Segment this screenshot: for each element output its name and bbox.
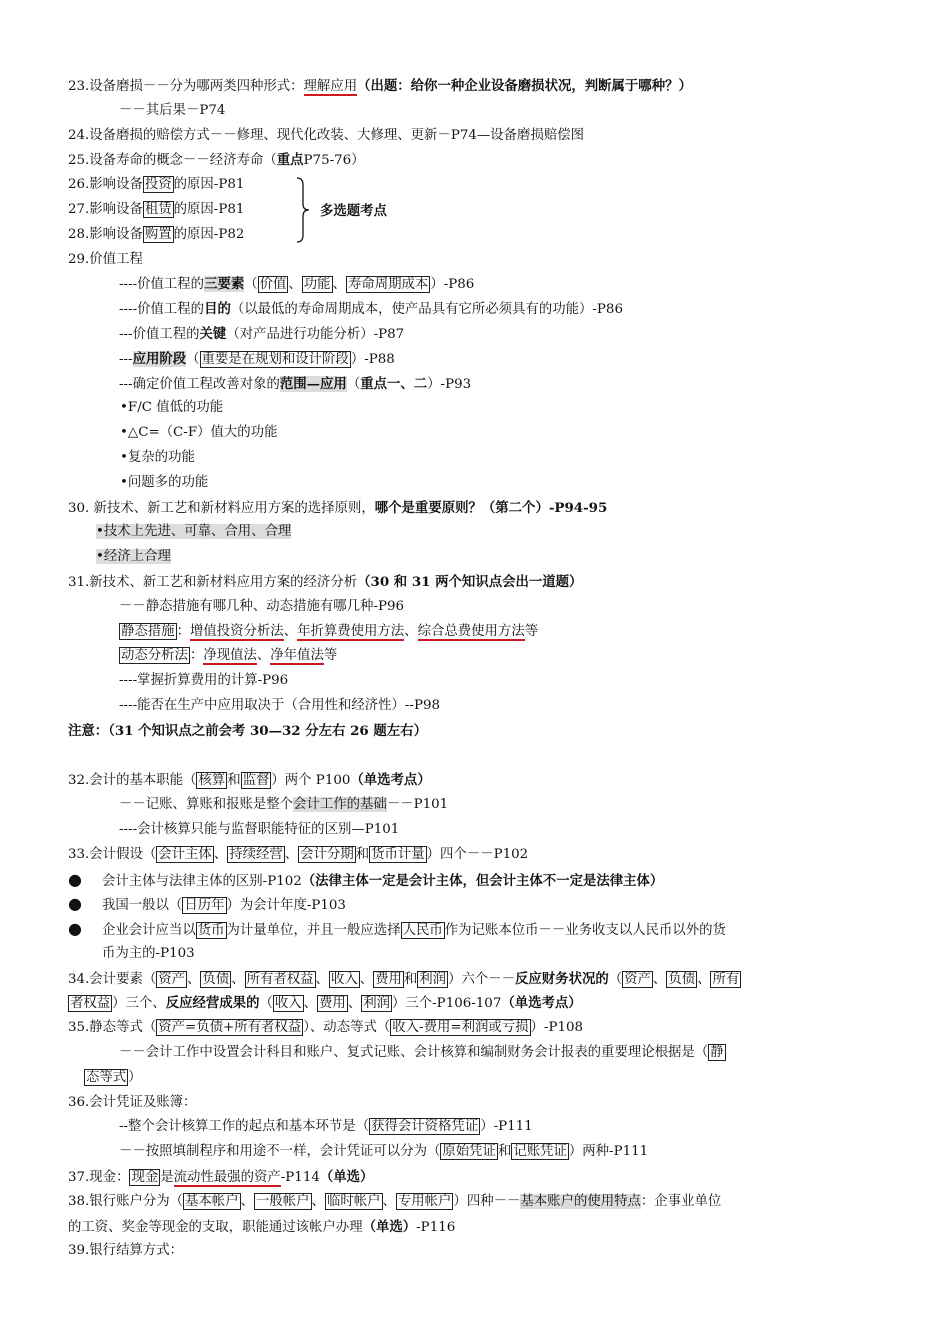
- brace-note: 多选题考点: [320, 203, 387, 219]
- item-36: 36.会计凭证及账簿：: [68, 1094, 197, 1110]
- item-28: 28.影响设备 购置 的原因-P82: [68, 226, 245, 242]
- item-35-b: 态等式 ）: [86, 1069, 142, 1085]
- item-31-c: 动态分析法 ：净现值法、净年值法等: [121, 648, 338, 664]
- item-29-g: •△C=（C-F）值大的功能: [120, 425, 278, 441]
- item-38: 38.银行账户分为（ 基本帐户 、 一般帐户 、 临时帐户 、 专用帐户 ）四种－－基本账户的使用特点：企事业单位: [68, 1193, 722, 1209]
- item-29-c: ---价值工程的关键（对产品进行功能分析）-P87: [119, 325, 405, 342]
- item-31-b: 静态措施 ：增值投资分析法、年折算费使用方法、综合总费使用方法等: [121, 623, 539, 639]
- bullet-icon: ●: [68, 869, 82, 889]
- item-29-e: ---确定价值工程改善对象的范围—应用（重点一、二）-P93: [119, 375, 472, 392]
- item-37: 37.现金： 现金 是流动性最强的资产-P114（单选）: [68, 1169, 374, 1186]
- item-32-b: ----会计核算只能与监督职能特征的区别—P101: [119, 821, 400, 837]
- item-31-e: ----能否在生产中应用取决于（合用性和经济性）--P98: [119, 697, 441, 713]
- curly-brace-icon: [296, 177, 310, 243]
- document-page: [68, 74, 898, 1264]
- item-33-c: ● 企业会计应当以 货币 为计量单位，并且一般应选择 人民币 作为记账本位币－－业务收支以人民币以外的货: [68, 917, 898, 942]
- item-33-a: ● 会计主体与法律主体的区别-P102（法律主体一定是会计主体，但会计主体不一定是法律主体）: [68, 868, 898, 893]
- bullet-icon: ●: [68, 919, 82, 939]
- item-36-b: －－按照填制程序和用途不一样，会计凭证可以分为（ 原始凭证 和 记账凭证 ）两种-P111: [119, 1144, 649, 1160]
- item-30-b: •经济上合理: [96, 549, 171, 565]
- item-33-d: 币为主的-P103: [102, 945, 195, 961]
- item-35-a: －－会计工作中设置会计科目和账户、复式记账、会计核算和编制财务会计报表的重要理论根据是（ 静: [119, 1045, 724, 1061]
- item-26: 26.影响设备 投资 的原因-P81: [68, 177, 245, 193]
- item-31-a: －－静态措施有哪几种、动态措施有哪几种-P96: [119, 598, 404, 614]
- item-34-b: 者权益 ）三个、反应经营成果的（ 收入 、 费用 、 利润 ）三个-P106-107（单选考点）: [70, 995, 582, 1012]
- item-29: 29.价值工程: [68, 251, 143, 267]
- item-31-d: ----掌握折算费用的计算-P96: [119, 673, 289, 689]
- item-32: 32.会计的基本职能（ 核算 和 监督 ）两个 P100（单选考点）: [68, 772, 431, 789]
- note-line: 注意：（31 个知识点之前会考 30—32 分左右 26 题左右）: [68, 722, 427, 739]
- item-29-h: •复杂的功能: [120, 449, 195, 465]
- item-30: 30. 新技术、新工艺和新材料应用方案的选择原则，哪个是重要原则？（第二个）-P94-95: [68, 499, 608, 516]
- item-23: 23.设备磨损－－分为哪两类四种形式：理解应用（出题：给你一种企业设备磨损状况，判断属于哪种？）: [68, 78, 692, 94]
- item-31: 31.新技术、新工艺和新材料应用方案的经济分析（30 和 31 两个知识点会出一道题）: [68, 573, 583, 590]
- item-30-a: •技术上先进、可靠、合用、合理: [96, 524, 292, 540]
- item-33-b: ● 我国一般以（ 日历年 ）为会计年度-P103: [68, 892, 898, 917]
- item-34: 34.会计要素（ 资产 、 负债 、 所有者权益 、 收入 、 费用 和 利润 ）六个－－反应财务状况的（ 资产 、 负债 、 所有: [68, 970, 740, 987]
- item-38-b: 的工资、奖金等现金的支取，职能通过该帐户办理（单选）-P116: [68, 1218, 456, 1235]
- item-23-sub: －－其后果－P74: [119, 102, 226, 118]
- item-36-a: --整个会计核算工作的起点和基本环节是（ 获得会计资格凭证 ）-P111: [119, 1119, 533, 1135]
- item-32-a: －－记账、算账和报账是整个会计工作的基础－－P101: [119, 797, 449, 813]
- item-29-i: •问题多的功能: [120, 474, 209, 490]
- item-29-a: ----价值工程的三要素（ 价值 、 功能 、 寿命周期成本 ）-P86: [119, 276, 475, 293]
- item-24: 24.设备磨损的赔偿方式－－修理、现代化改装、大修理、更新－P74—设备磨损赔偿图: [68, 127, 585, 143]
- item-27: 27.影响设备 租赁 的原因-P81: [68, 201, 245, 217]
- item-29-f: •F/C 值低的功能: [120, 400, 224, 416]
- item-25: 25.设备寿命的概念－－经济寿命（重点P75-76）: [68, 152, 365, 169]
- item-39: 39.银行结算方式：: [68, 1243, 184, 1259]
- item-33: 33.会计假设（ 会计主体 、 持续经营 、 会计分期 和 货币计量 ）四个－－P102: [68, 846, 529, 862]
- item-29-b: ----价值工程的目的（以最低的寿命周期成本，使产品具有它所必须具有的功能）-P86: [119, 301, 623, 318]
- item-35: 35.静态等式（ 资产=负债+所有者权益 ）、动态等式（ 收入-费用=利润或亏损 ）-P108: [68, 1020, 584, 1036]
- bullet-icon: ●: [68, 894, 82, 914]
- item-29-d: ---应用阶段（ 重要是在规划和设计阶段 ）-P88: [119, 350, 395, 367]
- blank-line: [68, 744, 898, 769]
